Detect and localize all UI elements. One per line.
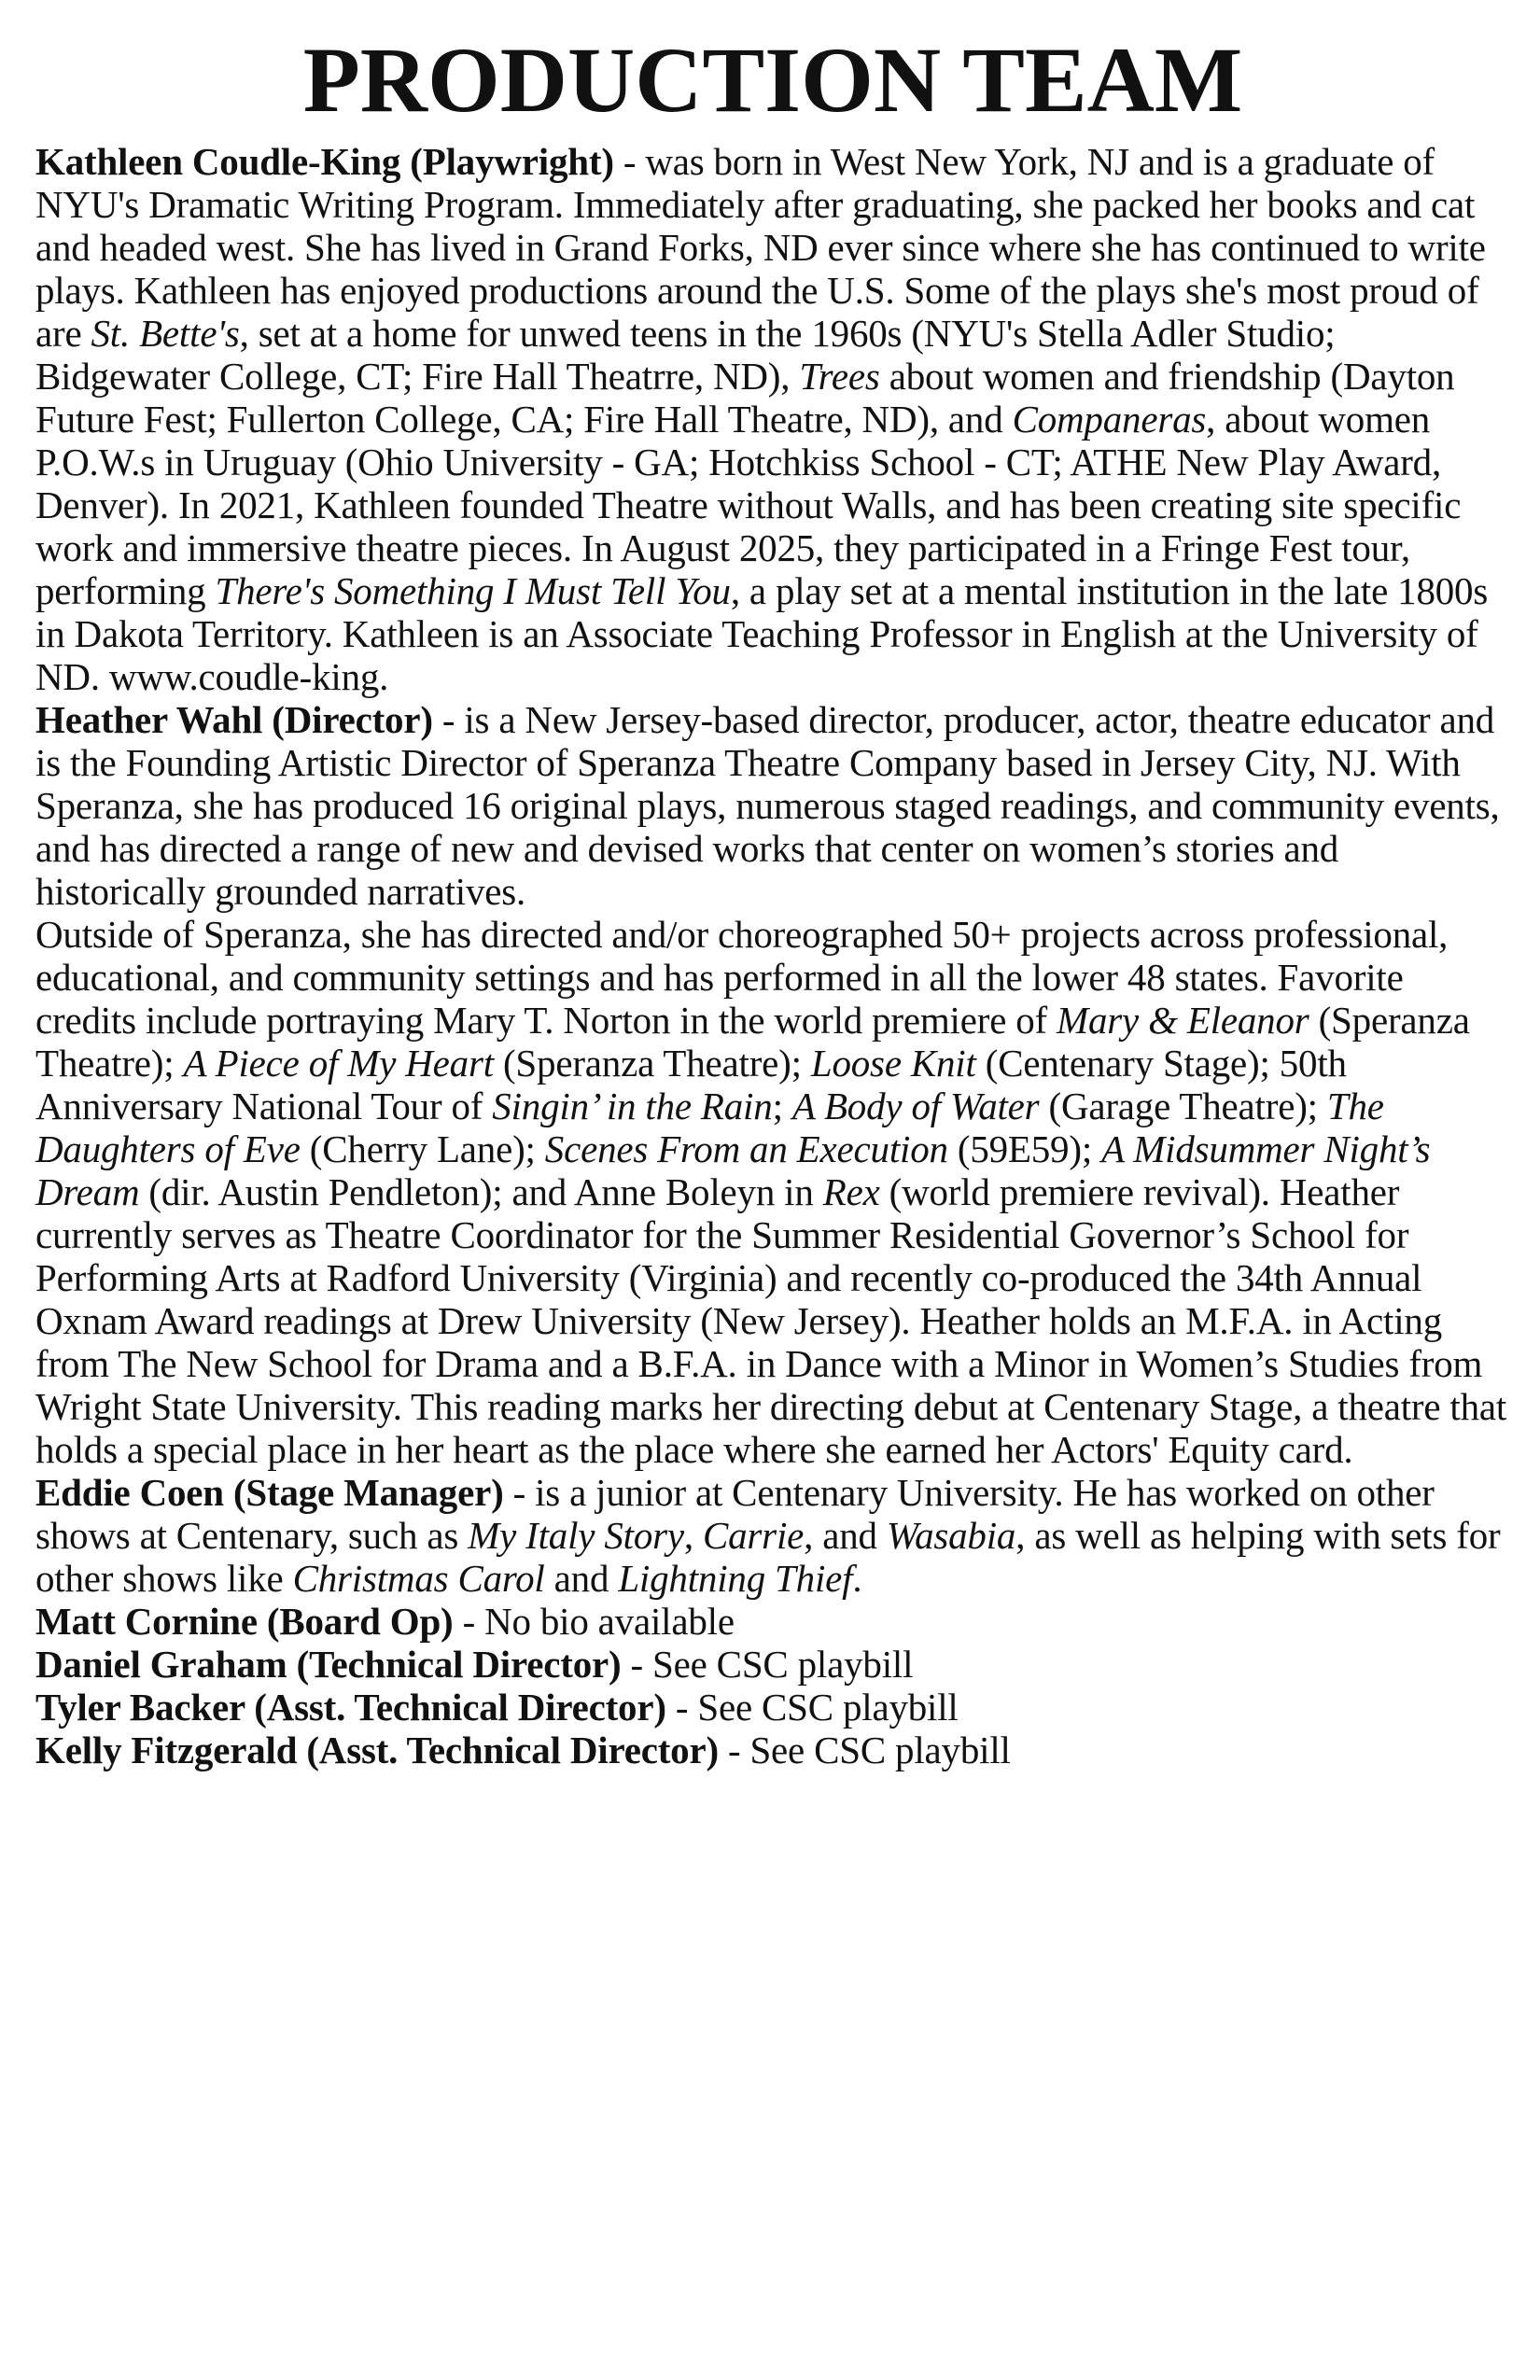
page	[35, 28, 1510, 1771]
credit-name: Daniel Graham (Technical Director)	[35, 1643, 622, 1686]
bio-text: , and	[804, 1514, 887, 1557]
work-title: A Piece of My Heart	[183, 1042, 494, 1085]
work-title: The Daughters of Eve	[35, 1085, 1384, 1170]
work-title: Companeras	[1012, 398, 1207, 441]
bio-text: - was born in West New York, NJ and is a graduate of NYU's Dramatic Writing Program. Immediately after graduating, she packed her books and cat and headed west. She has lived in Grand Forks, ND ever since where she has continued to write plays. Kathleen has enjoyed productions around the U.S. Some of the plays she's most proud of are	[35, 140, 1486, 355]
bio-text: (Speranza Theatre);	[493, 1042, 811, 1085]
page-title: PRODUCTION TEAM	[302, 28, 1243, 132]
work-title: Trees	[799, 355, 880, 398]
work-title: Scenes From an Execution	[544, 1127, 948, 1170]
credit-note: - See CSC playbill	[621, 1643, 914, 1686]
credit-name: Kelly Fitzgerald (Asst. Technical Director)	[35, 1729, 719, 1771]
work-title: Loose Knit	[810, 1042, 976, 1085]
credit-line	[35, 1600, 1510, 1643]
bio-text: (Centenary Stage); 50th Anniversary National Tour of	[35, 1042, 1347, 1127]
bio-text: .	[852, 1557, 862, 1600]
credit-note: - See CSC playbill	[718, 1729, 1011, 1771]
work-title: Mary & Eleanor	[1057, 999, 1309, 1042]
bio-text: , about women P.O.W.s in Uruguay (Ohio University - GA; Hotchkiss School - CT; ATHE New Play Award, Denver). In 2021, Kathleen founded Theatre without Walls, and has been creating site specific work and immersive theatre pieces. In August 2025, they participated in a Fringe Fest tour, performing	[35, 398, 1462, 612]
bio-text: , set at a home for unwed teens in the 1960s (NYU's Stella Adler Studio; Bidgewater College, CT; Fire Hall Theatrre, ND),	[35, 312, 1336, 398]
bio-paragraph	[35, 913, 1510, 1471]
bio-text: (Cherry Lane);	[300, 1127, 545, 1170]
work-title: Lightning Thief	[618, 1557, 853, 1600]
credit-line	[35, 1729, 1510, 1771]
bio-text: (59E59);	[947, 1127, 1102, 1170]
bio-text: ;	[772, 1085, 792, 1127]
bio-text: - is a junior at Centenary University. He has worked on other shows at Centenary, such as	[35, 1471, 1435, 1557]
bio-paragraph	[35, 698, 1510, 913]
work-title: Wasabia	[886, 1514, 1016, 1557]
work-title: There's Something I Must Tell You	[215, 569, 731, 612]
bio-text: (dir. Austin Pendleton); and Anne Boleyn in	[139, 1170, 823, 1213]
bio-text: Outside of Speranza, she has directed and/or choreographed 50+ projects across professional, educational, and community settings and has performed in all the lower 48 states. Favorite credits include portraying Mary T. Norton in the world premiere of	[35, 913, 1449, 1042]
bio-name: Eddie Coen (Stage Manager)	[35, 1471, 504, 1514]
work-title: St. Bette's	[91, 312, 240, 355]
work-title: Singin’ in the Rain	[492, 1085, 773, 1127]
bio-paragraph	[35, 140, 1510, 698]
bio-name: Heather Wahl (Director)	[35, 698, 433, 741]
credit-line	[35, 1686, 1510, 1729]
work-title: My Italy Story	[468, 1514, 684, 1557]
bio-text: ,	[683, 1514, 703, 1557]
bio-list	[35, 140, 1510, 1600]
work-title: Christmas Carol	[292, 1557, 545, 1600]
credit-note: - No bio available	[453, 1600, 735, 1643]
bio-text: (world premiere revival). Heather currently serves as Theatre Coordinator for the Summer Residential Governor’s School for Performing Arts at Radford University (Virginia) and recently co-produced the 34th Annual Oxnam Award readings at Drew University (New Jersey). Heather holds an M.F.A. in Acting from The New School for Drama and a B.F.A. in Dance with a Minor in Women’s Studies from Wright State University. This reading marks her directing debut at Centenary Stage, a theatre that holds a special place in her heart as the place where she earned her Actors' Equity card.	[35, 1170, 1507, 1471]
bio-name: Kathleen Coudle-King (Playwright)	[35, 140, 614, 183]
credit-line	[35, 1643, 1510, 1686]
work-title: A Body of Water	[791, 1085, 1040, 1127]
credit-list	[35, 1600, 1510, 1771]
bio-text: and	[544, 1557, 619, 1600]
bio-text: , as well as helping with sets for other shows like	[35, 1514, 1501, 1600]
work-title: Rex	[822, 1170, 880, 1213]
bio-paragraph	[35, 1471, 1510, 1600]
bio-text: about women and friendship (Dayton Future Fest; Fullerton College, CA; Fire Hall Theatre, ND), and	[35, 355, 1455, 441]
bio-text: - is a New Jersey-based director, producer, actor, theatre educator and is the Founding Artistic Director of Speranza Theatre Company based in Jersey City, NJ. With Speranza, she has produced 16 original plays, numerous staged readings, and community events, and has directed a range of new and devised works that center on women’s stories and historically grounded narratives.	[35, 698, 1500, 913]
work-title: Carrie	[702, 1514, 805, 1557]
credit-name: Matt Cornine (Board Op)	[35, 1600, 454, 1643]
work-title: A Midsummer Night’s Dream	[35, 1127, 1431, 1213]
bio-text: , a play set at a mental institution in the late 1800s in Dakota Territory. Kathleen is an Associate Teaching Professor in English at the University of ND. www.coudle-king.	[35, 569, 1489, 698]
credit-name: Tyler Backer (Asst. Technical Director)	[35, 1686, 666, 1729]
bio-text: (Speranza Theatre);	[35, 999, 1470, 1085]
bio-text: (Garage Theatre);	[1039, 1085, 1327, 1127]
credit-note: - See CSC playbill	[665, 1686, 959, 1729]
